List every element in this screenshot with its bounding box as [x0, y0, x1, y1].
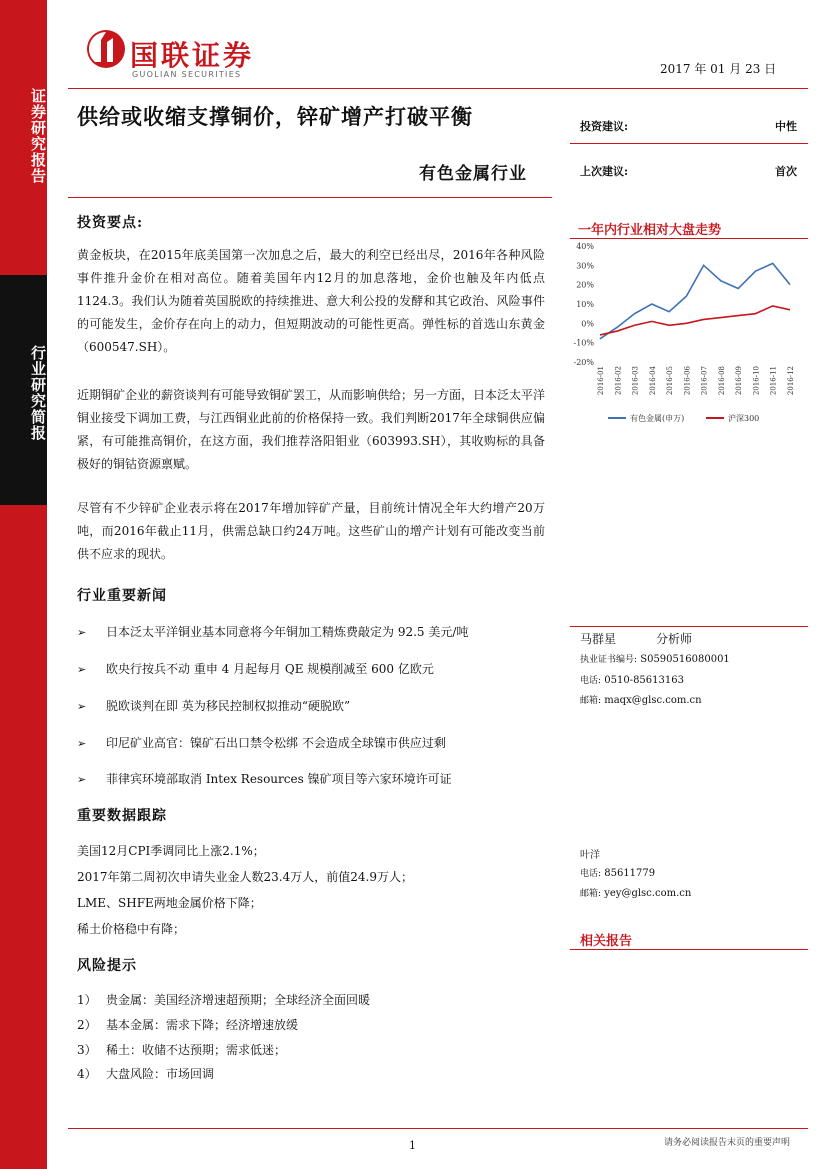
analyst-name — [580, 630, 692, 647]
news-item — [77, 697, 350, 714]
risk-num: 2） — [77, 1018, 97, 1032]
mail-value[interactable]: maqx@glsc.com.cn — [604, 695, 702, 706]
risk-text: 大盘风险：市场回调 — [106, 1067, 215, 1081]
news-item — [77, 734, 446, 751]
risk-item — [77, 1041, 286, 1058]
related-reports-heading: 相关报告 — [580, 934, 633, 949]
analyst-name — [580, 846, 600, 861]
risk-num: 3） — [77, 1043, 97, 1057]
legend-label: 有色金属(申万) — [630, 414, 685, 423]
chart-title: 一年内行业相对大盘走势 — [578, 223, 722, 238]
risk-item — [77, 991, 370, 1008]
tel-value: 0510-85613163 — [604, 675, 684, 686]
x-tick-label: 2016-04 — [648, 366, 657, 396]
risk-num: 4） — [77, 1067, 97, 1081]
analyst-name-text: 叶洋 — [580, 850, 600, 861]
logo-icon — [85, 28, 127, 74]
key-points-heading: 投资要点: — [77, 215, 144, 231]
analyst-cert — [580, 652, 730, 665]
x-tick-label: 2016-07 — [700, 366, 709, 396]
cert-label: 执业证书编号: — [580, 655, 638, 665]
tel-value: 85611779 — [604, 868, 656, 879]
page-number: 1 — [409, 1139, 416, 1152]
prev-rating-value: 首次 — [775, 165, 797, 178]
arrow-bullet-icon: ➢ — [77, 737, 87, 750]
prev-rating-label: 上次建议: — [580, 165, 629, 178]
tel-label: 电话: — [580, 676, 602, 686]
news-item — [77, 623, 468, 640]
arrow-bullet-icon: ➢ — [77, 700, 87, 713]
risk-item — [77, 1016, 298, 1033]
report-title: 供给或收缩支撑铜价，锌矿增产打破平衡 — [77, 104, 473, 129]
key-point-copper: 近期铜矿企业的薪资谈判有可能导致铜矿罢工，从而影响供给；另一方面，日本泛太平洋铜业接受下调加工费，与江西铜业此前的价格保持一致。我们判断2017年全球铜供应偏紧，有可能推高铜价，在这方面，我们推荐洛阳钼业（603993.SH），其收购标的具备极好的铜钴资源禀赋。 — [77, 388, 546, 471]
analyst-rule — [570, 626, 808, 627]
arrow-bullet-icon: ➢ — [77, 626, 87, 639]
data-line: 美国12月CPI季调同比上涨2.1%； — [77, 844, 265, 858]
mail-label: 邮箱: — [580, 889, 602, 899]
y-tick-label: 40% — [576, 242, 594, 251]
rating-label: 投资建议: — [580, 120, 629, 133]
y-tick-label: 10% — [576, 300, 594, 309]
cert-value: S0590516080001 — [640, 654, 730, 665]
x-tick-label: 2016-02 — [614, 366, 623, 396]
analyst-name-text: 马群星 — [580, 632, 617, 646]
risk-text: 稀土：收储不达预期；需求低迷； — [106, 1043, 287, 1057]
arrow-bullet-icon: ➢ — [77, 663, 87, 676]
x-tick-label: 2016-06 — [683, 366, 692, 396]
x-tick-label: 2016-09 — [735, 366, 744, 396]
footer-rule — [68, 1128, 808, 1129]
header-rule — [68, 88, 808, 89]
report-date: 2017 年 01 月 23 日 — [660, 62, 777, 76]
key-point-gold: 黄金板块，在2015年底美国第一次加息之后，最大的利空已经出尽，2016年各种风险事件推升金价在相对高位。随着美国年内12月的加息落地，金价也触及年内低点1124.3。我们认为随着英国脱欧的持续推进、意大利公投的发酵和其它政治、风险事件的可能发生，金价存在向上的动力，但短期波动的可能性更高。弹性标的首选山东黄金（600547.SH）。 — [77, 248, 545, 354]
news-item — [77, 660, 434, 677]
title-rule — [68, 197, 552, 198]
y-tick-label: 30% — [576, 261, 594, 271]
arrow-bullet-icon: ➢ — [77, 773, 87, 786]
x-tick-label: 2016-05 — [666, 366, 675, 396]
footer-note: 请务必阅读报告末页的重要声明 — [664, 1138, 791, 1148]
analyst-email — [580, 886, 691, 899]
x-tick-label: 2016-01 — [597, 366, 605, 396]
news-item — [77, 770, 452, 787]
data-line: LME、SHFE两地金属价格下降； — [77, 896, 262, 910]
tel-label: 电话: — [580, 869, 602, 879]
analyst-email — [580, 693, 702, 706]
risk-heading: 风险提示 — [77, 958, 137, 974]
sidebar-red-bottom — [0, 505, 47, 1169]
y-tick-label: 20% — [576, 280, 594, 290]
sidebar-mid-label: 行业研究简报 — [29, 345, 47, 441]
news-item-text: 欧央行按兵不动 重申 4 月起每月 QE 规模削减至 600 亿欧元 — [106, 662, 434, 676]
y-tick-label: -20% — [573, 358, 594, 367]
news-item-text: 菲律宾环境部取消 Intex Resources 镍矿项目等六家环境许可证 — [106, 772, 452, 786]
series-line — [600, 306, 790, 335]
x-tick-label: 2016-03 — [631, 366, 640, 396]
news-item-text: 脱欧谈判在即 英为移民控制权拟推动“硬脱欧” — [106, 699, 351, 713]
sidebar-top-label: 证券研究报告 — [29, 88, 47, 184]
mail-label: 邮箱: — [580, 696, 602, 706]
x-tick-label: 2016-10 — [752, 366, 761, 396]
risk-text: 贵金属：美国经济增速超预期；全球经济全面回暖 — [106, 993, 371, 1007]
company-name: 国联证券 — [130, 39, 255, 72]
x-tick-label: 2016-11 — [769, 366, 778, 396]
key-point-zinc: 尽管有不少锌矿企业表示将在2017年增加锌矿产量，目前统计情况全年大约增产20万吨，而2016年截止11月，供需总缺口约24万吨。这些矿山的增产计划有可能改变当前供不应求的现状。 — [77, 501, 545, 561]
chart-title-rule — [570, 238, 808, 239]
news-item-text: 日本泛太平洋铜业基本同意将今年铜加工精炼费敲定为 92.5 美元/吨 — [106, 625, 469, 639]
data-line: 2017年第二周初次申请失业金人数23.4万人，前值24.9万人； — [77, 870, 413, 884]
mail-value[interactable]: yey@glsc.com.cn — [604, 888, 692, 899]
analyst-tel — [580, 673, 684, 686]
analyst-title: 分析师 — [656, 632, 693, 646]
risk-text: 基本金属：需求下降；经济增速放缓 — [106, 1018, 299, 1032]
data-tracking-heading: 重要数据跟踪 — [77, 808, 167, 824]
x-tick-label: 2016-08 — [717, 366, 726, 396]
y-tick-label: -10% — [573, 338, 594, 348]
x-tick-label: 2016-12 — [787, 366, 795, 396]
relative-performance-chart — [568, 240, 808, 440]
company-name-en: GUOLIAN SECURITIES — [132, 70, 242, 79]
rating-value: 中性 — [775, 120, 797, 133]
analyst-tel — [580, 866, 655, 879]
sidebar — [0, 0, 47, 1169]
legend-label: 沪深300 — [728, 414, 760, 423]
news-item-text: 印尼矿业高官：镍矿石出口禁令松绑 不会造成全球镍市供应过剩 — [106, 736, 446, 750]
risk-num: 1） — [77, 993, 97, 1007]
y-tick-label: 0% — [581, 319, 594, 329]
related-rule — [570, 949, 808, 950]
rating-rule — [570, 143, 808, 144]
news-heading: 行业重要新闻 — [77, 588, 167, 604]
risk-item — [77, 1065, 214, 1082]
data-line: 稀土价格稳中有降； — [77, 922, 186, 936]
sector-label: 有色金属行业 — [419, 164, 527, 184]
